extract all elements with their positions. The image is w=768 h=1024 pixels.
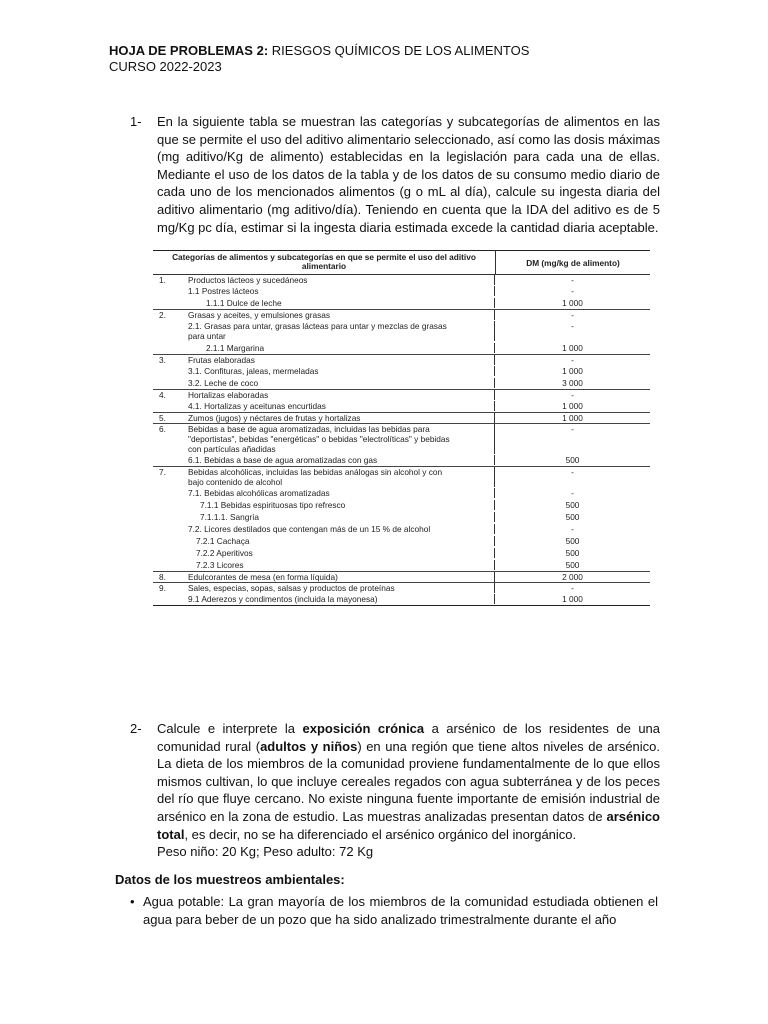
table-group <box>153 424 650 467</box>
row-dm-value: 500 <box>565 548 580 558</box>
row-label: 7.1.1.1. Sangría <box>180 512 495 522</box>
row-label: 1.1 Postres lácteos <box>180 286 495 296</box>
row-dm-value: 1 000 <box>562 413 583 423</box>
table-row <box>153 365 650 377</box>
row-number: 1. <box>159 275 166 285</box>
row-dm-value: - <box>571 424 574 434</box>
table-row <box>153 355 650 365</box>
row-number <box>153 512 180 522</box>
row-dm-value: 1 000 <box>562 594 583 604</box>
table-row <box>153 285 650 297</box>
row-label: 7.1.1 Bebidas espirituosas tipo refresco <box>180 500 495 510</box>
row-dm-value: - <box>571 488 574 498</box>
row-number <box>153 378 180 388</box>
row-dm-value: - <box>571 467 574 477</box>
row-dm-value: - <box>571 310 574 320</box>
table-row <box>153 499 650 511</box>
header-title-rest: RIESGOS QUÍMICOS DE LOS ALIMENTOS <box>268 43 530 58</box>
row-label: 4.1. Hortalizas y aceitunas encurtidas <box>180 401 495 411</box>
table-row <box>153 275 650 285</box>
problem-2-number: 2- <box>130 721 142 736</box>
row-number <box>153 298 180 308</box>
row-label: 7.2. Licores destilados que contengan más de un 15 % de alcohol <box>180 524 495 534</box>
table-row <box>153 559 650 571</box>
problem-2-text-part: ) en una región que tiene altos niveles de arsénico. La dieta de los miembros de la comunidad proviene fundamentalmente de lo que ellos mismos cultivan, lo que incluye cereales regados con agua subterránea y de los peces del río que fluye cercano. No existe ninguna fuente importante de emisión industrial de arsénico en la zona de estudio. Las muestras analizadas presentan datos de <box>157 738 661 824</box>
table-row <box>153 593 650 605</box>
row-number <box>153 366 180 376</box>
row-dm-value: 3 000 <box>562 378 583 388</box>
problem-2-bold-part: exposición crónica <box>302 721 425 736</box>
row-number <box>153 343 180 353</box>
table-row <box>153 547 650 559</box>
table-group <box>153 355 650 390</box>
row-dm-value: 1 000 <box>562 298 583 308</box>
row-label: 7.2.3 Licores <box>180 560 495 570</box>
header-title-bold: HOJA DE PROBLEMAS 2: <box>109 43 269 58</box>
problem-2 <box>130 720 660 861</box>
table-row <box>153 511 650 523</box>
row-label: Edulcorantes de mesa (en forma líquida) <box>180 572 495 582</box>
table-row <box>153 535 650 547</box>
row-label: 2.1.1 Margarina <box>180 343 495 353</box>
row-dm-value: 2 000 <box>562 572 583 582</box>
row-number: 4. <box>159 390 166 400</box>
table-row <box>153 320 650 342</box>
problem-1-number: 1- <box>130 114 142 129</box>
bullet-item-1 <box>130 893 658 929</box>
header-course: CURSO 2022-2023 <box>109 59 222 74</box>
table-group <box>153 572 650 583</box>
row-label: Sales, especias, sopas, salsas y productos de proteínas <box>180 583 495 593</box>
problem-2-bold-part: arsénico total <box>157 808 660 842</box>
table-group <box>153 467 650 572</box>
problem-1-text: En la siguiente tabla se muestran las categorías y subcategorías de alimentos en las que se permite el uso del aditivo alimentario seleccionado, así como las dosis máximas (mg aditivo/Kg de alimento) establecidas en la legislación para cada una de ellas. Mediante el uso de los datos de la tabla y de los datos de su consumo medio diario de cada uno de los mencionados alimentos (g o mL al día), calcule su ingesta diaria del aditivo alimentario (mg aditivo/día). Teniendo en cuenta que la IDA del aditivo es de 5 mg/Kg pc día, estimar si la ingesta diaria estimada excede la cantidad diaria aceptable. <box>157 114 660 235</box>
table-body <box>153 275 650 606</box>
row-dm-value: - <box>571 583 574 593</box>
row-dm-value: 500 <box>565 455 580 465</box>
problem-2-text <box>157 720 660 861</box>
additive-table <box>153 250 650 606</box>
table-group <box>153 413 650 424</box>
row-dm-value: 500 <box>565 512 580 522</box>
row-label: Bebidas a base de agua aromatizadas, incluidas las bebidas para "deportistas", bebidas "energéticas" o bebidas "electrolíticas" y bebidas con partículas añadidas <box>180 424 495 454</box>
row-dm-value: 1 000 <box>562 401 583 411</box>
row-number <box>153 321 180 341</box>
table-header-categories: Categorías de alimentos y subcategorías en que se permite el uso del aditivo alimentario <box>153 251 496 274</box>
row-label: 6.1. Bebidas a base de agua aromatizadas con gas <box>180 455 495 465</box>
row-number <box>153 488 180 498</box>
row-dm-value: 1 000 <box>562 343 583 353</box>
row-number: 2. <box>159 310 166 320</box>
table-row <box>153 467 650 487</box>
row-number: 3. <box>159 355 166 365</box>
row-label: Grasas y aceites, y emulsiones grasas <box>180 310 495 320</box>
table-row <box>153 454 650 466</box>
table-group <box>153 310 650 355</box>
row-dm-value: 500 <box>565 560 580 570</box>
row-dm-value: 500 <box>565 500 580 510</box>
problem-1 <box>130 113 660 236</box>
table-row <box>153 583 650 593</box>
row-number: 6. <box>159 424 166 434</box>
table-row <box>153 424 650 454</box>
row-number <box>153 548 180 558</box>
row-number <box>153 560 180 570</box>
row-number <box>153 286 180 296</box>
row-label: 9.1 Aderezos y condimentos (incluida la mayonesa) <box>180 594 495 604</box>
row-number: 7. <box>159 467 166 477</box>
row-dm-value: - <box>571 275 574 285</box>
row-dm-value: - <box>571 524 574 534</box>
row-number <box>153 500 180 510</box>
problem-2-text-part: , es decir, no se ha diferenciado el arsénico orgánico del inorgánico. <box>184 826 577 842</box>
row-number: 5. <box>159 413 166 423</box>
row-label: 7.1. Bebidas alcohólicas aromatizadas <box>180 488 495 498</box>
row-label: 7.2.2 Aperitivos <box>180 548 495 558</box>
row-label: Hortalizas elaboradas <box>180 390 495 400</box>
table-row <box>153 413 650 423</box>
row-dm-value: - <box>571 286 574 296</box>
problem-2-text-part: Calcule e interprete la <box>157 721 303 736</box>
row-dm-value: 1 000 <box>562 366 583 376</box>
row-label: 3.2. Leche de coco <box>180 378 495 388</box>
row-dm-value: - <box>571 355 574 365</box>
bullet-icon: • <box>130 894 135 909</box>
table-row <box>153 297 650 309</box>
table-header <box>153 250 650 275</box>
row-label: Zumos (jugos) y néctares de frutas y hortalizas <box>180 413 495 423</box>
table-group <box>153 275 650 310</box>
table-row <box>153 487 650 499</box>
row-number: 9. <box>159 583 166 593</box>
row-label: Productos lácteos y sucedáneos <box>180 275 495 285</box>
row-number <box>153 524 180 534</box>
table-row <box>153 523 650 535</box>
row-label: 2.1. Grasas para untar, grasas lácteas para untar y mezclas de grasas para untar <box>180 321 495 341</box>
row-label: Bebidas alcohólicas, incluidas las bebidas análogas sin alcohol y con bajo contenido de alcohol <box>180 467 495 487</box>
row-label: Frutas elaboradas <box>180 355 495 365</box>
row-dm-value: - <box>571 390 574 400</box>
row-label: 3.1. Confituras, jaleas, mermeladas <box>180 366 495 376</box>
section-heading: Datos de los muestreos ambientales: <box>115 872 345 887</box>
table-header-dm: DM (mg/kg de alimento) <box>526 258 620 268</box>
row-dm-value: - <box>571 321 574 331</box>
table-group <box>153 390 650 413</box>
bullet-item-1-text: Agua potable: La gran mayoría de los miembros de la comunidad estudiada obtienen el agua para beber de un pozo que ha sido analizado trimestralmente durante el año <box>143 894 658 927</box>
table-row <box>153 390 650 400</box>
problem-2-weights: Peso niño: 20 Kg; Peso adulto: 72 Kg <box>157 844 374 860</box>
problem-2-text-part: a arsénico de los residentes de una comunidad rural ( <box>157 721 661 754</box>
row-number <box>153 401 180 411</box>
row-number: 8. <box>159 572 166 582</box>
document-header <box>109 43 529 75</box>
row-label: 1.1.1 Dulce de leche <box>180 298 495 308</box>
table-row <box>153 342 650 354</box>
row-number <box>153 455 180 465</box>
table-row <box>153 377 650 389</box>
row-label: 7.2.1 Cachaça <box>180 536 495 546</box>
problem-2-bold-part: adultos y niños <box>260 738 358 754</box>
row-number <box>153 594 180 604</box>
table-row <box>153 572 650 582</box>
row-dm-value: 500 <box>565 536 580 546</box>
table-group <box>153 583 650 606</box>
table-row <box>153 400 650 412</box>
row-number <box>153 536 180 546</box>
table-row <box>153 310 650 320</box>
